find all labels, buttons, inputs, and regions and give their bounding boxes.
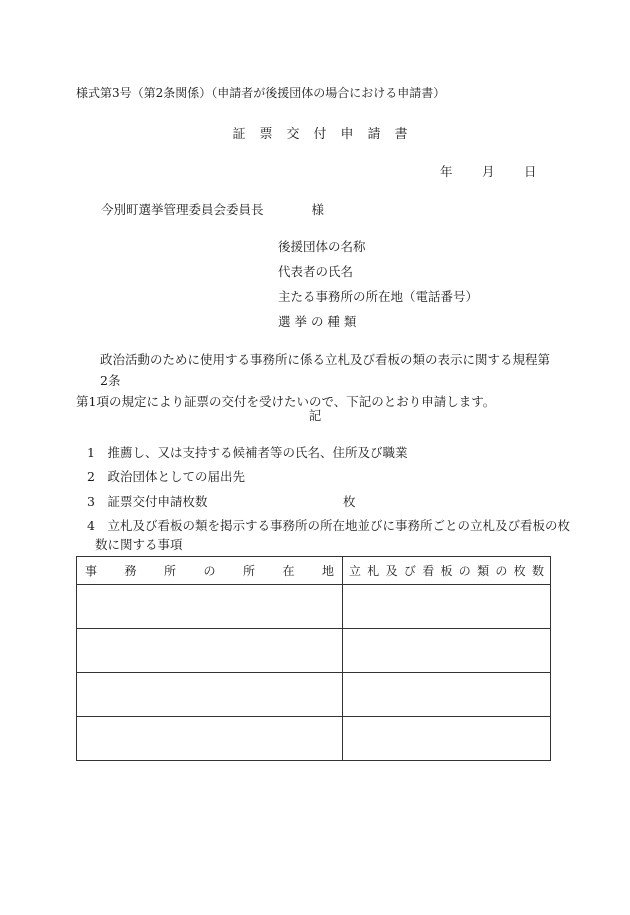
field-representative: 代表者の氏名 (278, 264, 354, 279)
field-group-name: 後援団体の名称 (278, 239, 366, 254)
date-day: 日 (523, 164, 537, 179)
recipient-name: 今別町選挙管理委員会委員長 (101, 202, 264, 217)
item-4-continued: 数に関する事項 (95, 537, 183, 552)
cell-count[interactable] (343, 629, 551, 673)
table-row (77, 717, 551, 761)
application-statement (76, 349, 556, 412)
cell-location[interactable] (77, 629, 343, 673)
item-3-label: 3 証票交付申請枚数 (87, 494, 208, 509)
item-3-unit: 枚 (343, 494, 356, 509)
table-row (77, 585, 551, 629)
form-number: 様式第3号（第2条関係）（申請者が後援団体の場合における申請書） (76, 86, 446, 100)
field-election-type: 選 挙 の 種 類 (278, 314, 357, 329)
office-signboard-table (76, 556, 551, 761)
cell-location[interactable] (77, 585, 343, 629)
ki-heading: 記 (308, 408, 322, 423)
item-4: 4 立札及び看板の類を掲示する事務所の所在地並びに事務所ごとの立札及び看板の枚 (87, 518, 570, 533)
table-row (77, 673, 551, 717)
table-header-row (77, 557, 551, 585)
field-office-address: 主たる事務所の所在地（電話番号） (278, 289, 479, 304)
date-line (440, 162, 536, 180)
item-3 (87, 492, 356, 510)
cell-count[interactable] (343, 673, 551, 717)
cell-location[interactable] (77, 717, 343, 761)
statement-line-2: 第1項の規定により証票の交付を受けたいので、下記のとおり申請します。 (76, 394, 496, 409)
cell-count[interactable] (343, 717, 551, 761)
table-row (77, 629, 551, 673)
recipient-honorific: 様 (311, 202, 325, 217)
statement-line-1: 政治活動のために使用する事務所に係る立札及び看板の類の表示に関する規程第2条 (100, 352, 551, 388)
recipient (101, 200, 324, 218)
date-year: 年 (440, 164, 453, 179)
item-2: 2 政治団体としての届出先 (87, 469, 245, 484)
document-title: 証票交付申請書 (232, 127, 422, 142)
header-office-location: 事務所の所在地 (77, 557, 343, 585)
header-signboard-count: 立札及び看板の類の枚数 (343, 557, 551, 585)
item-1: 1 推薦し、又は支持する候補者等の氏名、住所及び職業 (87, 445, 408, 460)
date-month: 月 (481, 164, 495, 179)
cell-location[interactable] (77, 673, 343, 717)
cell-count[interactable] (343, 585, 551, 629)
